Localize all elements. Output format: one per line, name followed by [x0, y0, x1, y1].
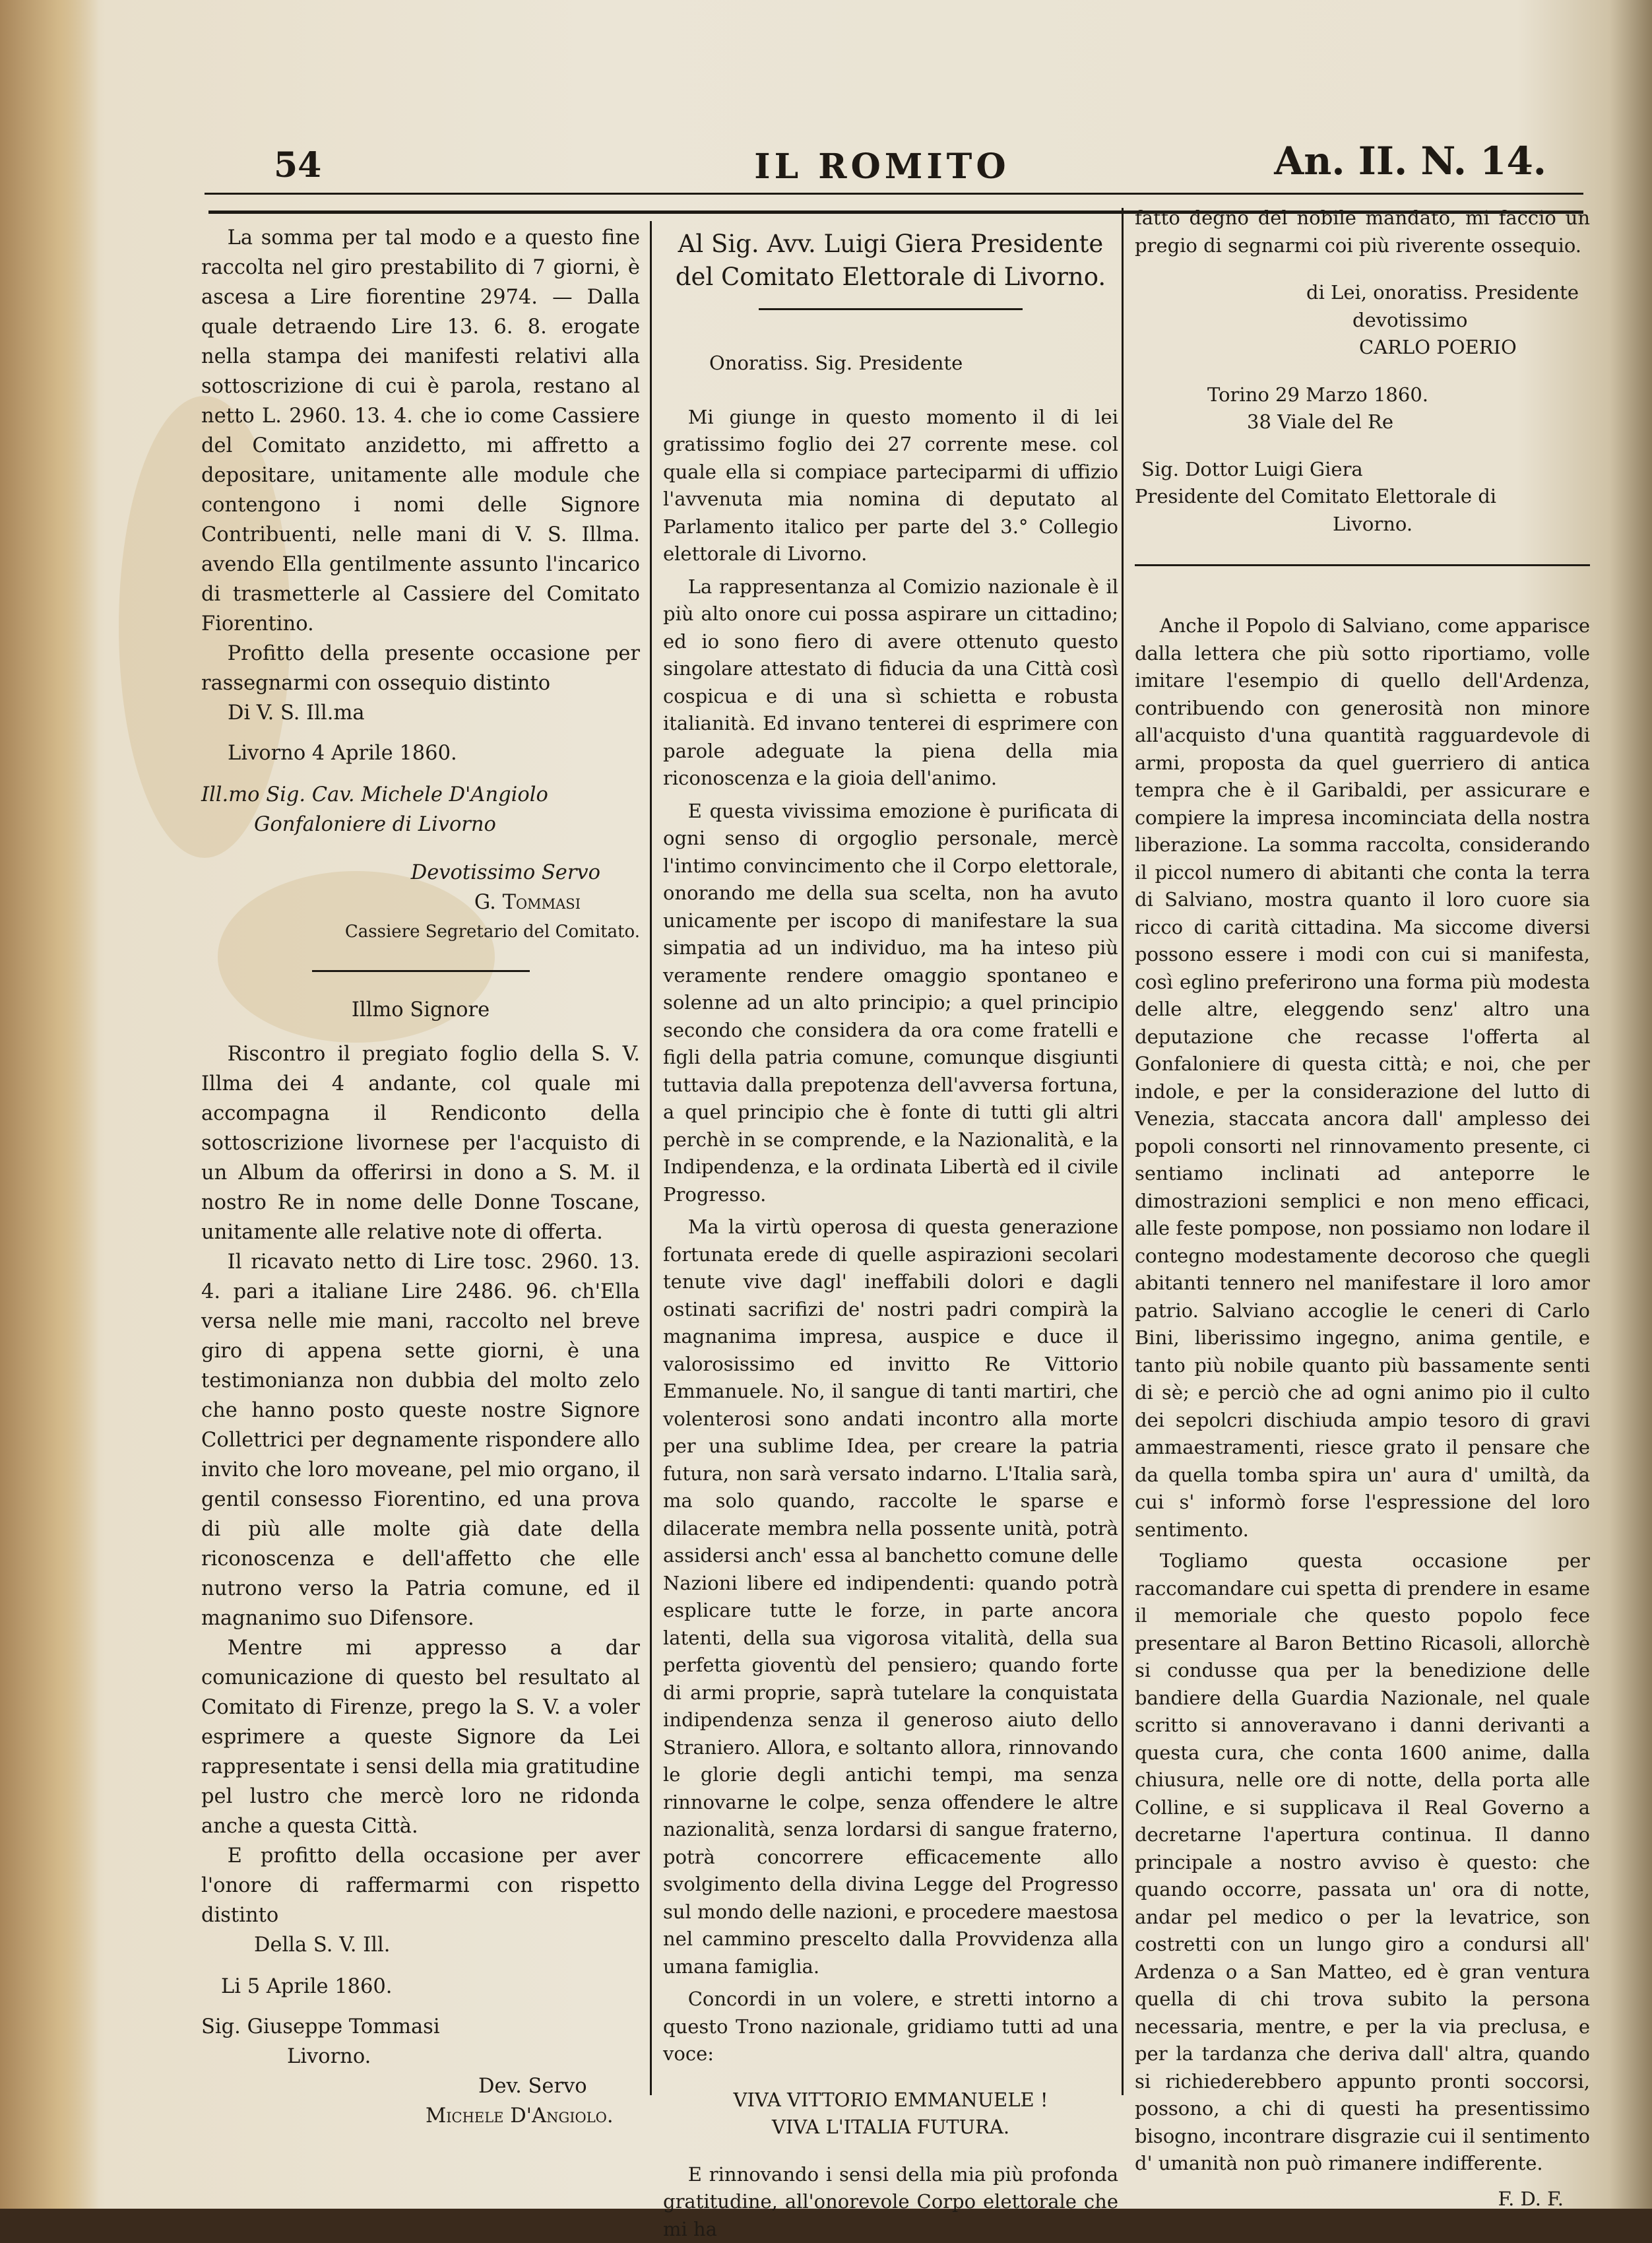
header-rule-top [205, 193, 1583, 195]
acclamation: VIVA VITTORIO EMMANUELE ! [663, 2087, 1118, 2114]
section-rule [759, 308, 1023, 310]
paragraph: E questa vivissima emozione è purificata di ogni senso di orgoglio personale, mercè l'intimo convincimento che il Corpo elettorale, onorando me della sua scelta, non ha avuto unicamente per iscopo di manifestare la sua simpatia ad un individuo, ma ha inteso più veramente rendere omaggio spontaneo e solenne ad un alto principio; a quel principio secondo che considera da ora come fratelli e figli della patria comune, comunque disgiunti tuttavia dalla prepotenza dell'avversa fortuna, a quel principio che è fonte di tutti gli altri perchè in se comprende, e la Nazionalità, e la Indipendenza, e la ordinata Libertà ed il civile Progresso. [663, 798, 1118, 1209]
paragraph: Mentre mi appresso a dar comunicazione di questo bel resultato al Comitato di Firenze, prego la S. V. a voler esprimere a queste Signore da Lei rappresentate i sensi della mia gratitudine pel lustro che mercè loro ne ridonda anche a questa Città. [201, 1633, 640, 1841]
addressee: Sig. Giuseppe Tommasi [201, 2012, 640, 2042]
signature-title: Cassiere Segretario del Comitato. [201, 917, 640, 947]
date-line: Livorno 4 Aprile 1860. [201, 738, 640, 768]
signature-name: Michele D'Angiolo. [201, 2101, 640, 2131]
newspaper-title: IL ROMITO [198, 146, 1566, 187]
paragraph: Il ricavato netto di Lire tosc. 2960. 13. 4. pari a italiane Lire 2486. 96. ch'Ella versa nelle mie mani, raccolto nel breve giro di appena sette giorni, è una testimonianza non dubbia del molto zelo che hanno posto queste nostre Signore Collettrici per degnamente rispondere allo invito che loro moveane, pel mio organo, il gentil consesso Fiorentino, ed una prova di più alle molte già date della riconoscenza e dell'affetto che elle nutrono verso la Patria comune, ed il magnanimo suo Difensore. [201, 1247, 640, 1633]
signature-name: CARLO POERIO [1135, 334, 1590, 362]
paragraph: Concordi in un volere, e stretti intorno a questo Trono nazionale, gridiamo tutti ad una voce: [663, 1986, 1118, 2068]
paragraph: E profitto della occasione per aver l'onore di raffermarmi con rispetto distinto [201, 1841, 640, 1930]
paragraph: fatto degno del nobile mandato, mi faccio un pregio di segnarmi coi più riverente ossequio. [1135, 205, 1590, 259]
spacer [663, 2141, 1118, 2161]
salutation: Onoratiss. Sig. Presidente [663, 350, 1118, 377]
signature: di Lei, onoratiss. Presidente [1135, 279, 1590, 307]
paragraph: La rappresentanza al Comizio nazionale è il più alto onore cui possa aspirare un cittadino; ed io sono fiero di avere ottenuto questo singolare attestato di fiducia da una Città così cospicua e di una sì schietta e robusta italianità. Ed invano tenterei di esprimere con parole adeguate la piena della mia riconoscenza e la gioia dell'animo. [663, 573, 1118, 793]
page-number: 54 [274, 145, 321, 185]
spacer [663, 377, 1118, 404]
paragraph: Mi giunge in questo momento il di lei gratissimo foglio dei 27 corrente mese. col quale ella si compiace parteciparmi di uffizio l'avvenuta mia nomina di deputato al Parlamento italico per parte del 3.° Collegio elettorale di Livorno. [663, 404, 1118, 568]
paragraph: Riscontro il pregiato foglio della S. V. Illma dei 4 andante, col quale mi accompagna il Rendiconto della sottoscrizione livornese per l'acquisto di un Album da offerirsi in dono a S. M. il nostro Re in nome delle Donne Toscane, unitamente alle relative note di offerta. [201, 1039, 640, 1247]
spacer [1135, 566, 1590, 612]
initials: F. D. F. [1135, 2186, 1590, 2213]
signature: Devotissimo Servo [201, 858, 640, 888]
column-left [201, 223, 640, 2131]
paragraph: Ma la virtù operosa di questa generazione fortunata erede di quelle aspirazioni secolari tenute vive dagl' ineffabili dolori e dagli ostinati sacrifizi de' nostri padri compirà la magnanima impresa, auspice e duce il valorosissimo ed invitto Re Vittorio Emmanuele. No, il sangue di tanti martiri, che volenterosi sono andati incontro alla morte per una sublime Idea, per creare la patria futura, non sarà versato indarno. L'Italia sarà, ma solo quando, raccolte le sparse e dilacerate membra nella possente unità, potrà assidersi anch' essa al banchetto comune delle Nazioni libere ed indipendenti: quando potrà esplicare tutte le forze, in parte ancora latenti, della sua vigorosa vitalità, della sua perfetta gioventù del pensiero; quando forte di armi proprie, saprà tutelare la conquistata indipendenza senza il generoso aiuto dello Straniero. Allora, e soltanto allora, rinnovando le glorie degli antichi tempi, ma senza rinnovarne le colpe, senza offendere le altre nazionalità, senza lordarsi di sangue fraterno, potrà concorrere efficacemente allo svolgimento della divina Legge del Progresso sul mondo delle nazioni, e procedere maestosa nel cammino prescelto dalla Provvidenza alla umana famiglia. [663, 1214, 1118, 1980]
closing: Della S. V. Ill. [201, 1930, 640, 1960]
closing: Di V. S. Ill.ma [201, 698, 640, 728]
date-line: Li 5 Aprile 1860. [201, 1972, 640, 2001]
paragraph: Togliamo questa occasione per raccomandare cui spetta di prendere in esame il memoriale che questo popolo fece presentare al Baron Bettino Ricasoli, allorchè si condusse qua per la benedizione delle bandiere della Guardia Nazionale, nel quale scritto si annoveravano i danni derivanti a questa cura, che conta 1600 anime, dalla chiusura, nelle ore di notte, della porta alle Colline, e si supplicava il Real Governo a decretarne l'apertura continua. Il danno principale a nostro avviso è questo: che quando occorre, passata un' ora di notte, andar pel medico o per la levatrice, son costretti con un lungo giro a condursi all' Ardenza o a San Matteo, ed è gran ventura quella di chi trova subito la persona necessaria, mentre, e per la via preclusa, e per la tardanza che deriva dall' altra, quando si richiederebbero appunto pronti soccorsi, possono, a chi di questi ha presentissimo bisogno, incontrare disgrazie cui il sentimento d' umanità non può rimanere indifferente. [1135, 1547, 1590, 2178]
addressee: Gonfaloniere di Livorno [201, 810, 640, 839]
column-divider [1122, 208, 1124, 2095]
salutation: Illmo Signore [201, 995, 640, 1025]
paragraph: E rinnovando i sensi della mia più profonda gratitudine, all'onorevole Corpo elettorale che mi ha [663, 2161, 1118, 2243]
addressee: Livorno. [1135, 511, 1590, 538]
addressee: Sig. Dottor Luigi Giera [1135, 456, 1590, 484]
signature: Dev. Servo [201, 2071, 640, 2101]
place-address: 38 Viale del Re [1135, 408, 1590, 436]
column-right [1135, 205, 1590, 2213]
addressee: Livorno. [201, 2042, 640, 2071]
section-rule [312, 970, 530, 972]
paragraph: Anche il Popolo di Salviano, come apparisce dalla lettera che più sotto riportiamo, volle imitare l'esempio di quello dell'Ardenza, contribuendo con generosità non minore all'acquisto d'una quantità ragguardevole di armi, proposta da quel guerriero di antica tempra che è il Garibaldi, per assicurare e compiere la impresa incominciata della nostra liberazione. La somma raccolta, considerando il piccol numero di abitanti che conta la terra di Salviano, mostra quanto il loro cuore sia ricco di carità cittadina. Ma siccome diversi possono essere i modi con cui si manifesta, così eglino preferirono una forma più modesta delle altre, eleggendo senz' altro una deputazione che recasse l'offerta al Gonfaloniere di questa città; e noi, che per indole, e per la considerazione del lutto di Venezia, staccata ancora dall' amplesso dei popoli consorti nel rinnovamento presente, ci sentiamo inclinati ad anteporre le dimostrazioni semplici e non meno efficaci, alle feste pompose, non possiamo non lodare il contegno modestamente decoroso che quegli abitanti tennero nel manifestare il loro amor patrio. Salviano accoglie le ceneri di Carlo Bini, liberissimo ingegno, anima gentile, e tanto più nobile quanto più bassamente senti di sè; e perciò che ad ogni animo pio il culto dei sepolcri dischiuda ampio tesoro di gravi ammaestramenti, riesce grato il pensare che da quella tomba spira un' aura d' umiltà, da cui s' informò forse l'espressione del loro sentimento. [1135, 612, 1590, 1544]
acclamation: VIVA L'ITALIA FUTURA. [663, 2114, 1118, 2141]
addressee: Ill.mo Sig. Cav. Michele D'Angiolo [201, 780, 640, 810]
place-date: Torino 29 Marzo 1860. [1135, 381, 1590, 409]
letter-heading: Al Sig. Avv. Luigi Giera Presidente del Comitato Elettorale di Livorno. [663, 228, 1118, 294]
signature: devotissimo [1135, 307, 1590, 335]
spacer [201, 1025, 640, 1039]
addressee: Presidente del Comitato Elettorale di [1135, 483, 1590, 511]
signature-name: G. Tommasi [201, 888, 640, 917]
column-middle [663, 228, 1118, 2243]
paragraph: La somma per tal modo e a questo fine raccolta nel giro prestabilito di 7 giorni, è ascesa a Lire fiorentine 2974. — Dalla quale detraendo Lire 13. 6. 8. erogate nella stampa dei manifesti relativi alla sottoscrizione di cui è parola, restano al netto L. 2960. 13. 4. che io come Cassiere del Comitato anzidetto, mi affretto a depositare, unitamente alle module che contengono i nomi delle Signore Contribuenti, nelle mani di V. S. Illma. avendo Ella gentilmente assunto l'incarico di trasmetterle al Cassiere del Comitato Fiorentino. [201, 223, 640, 639]
issue-number: An. II. N. 14. [1274, 139, 1546, 183]
paragraph: Profitto della presente occasione per rassegnarmi con ossequio distinto [201, 639, 640, 698]
column-divider [650, 221, 652, 2095]
book-spine [0, 0, 99, 2209]
